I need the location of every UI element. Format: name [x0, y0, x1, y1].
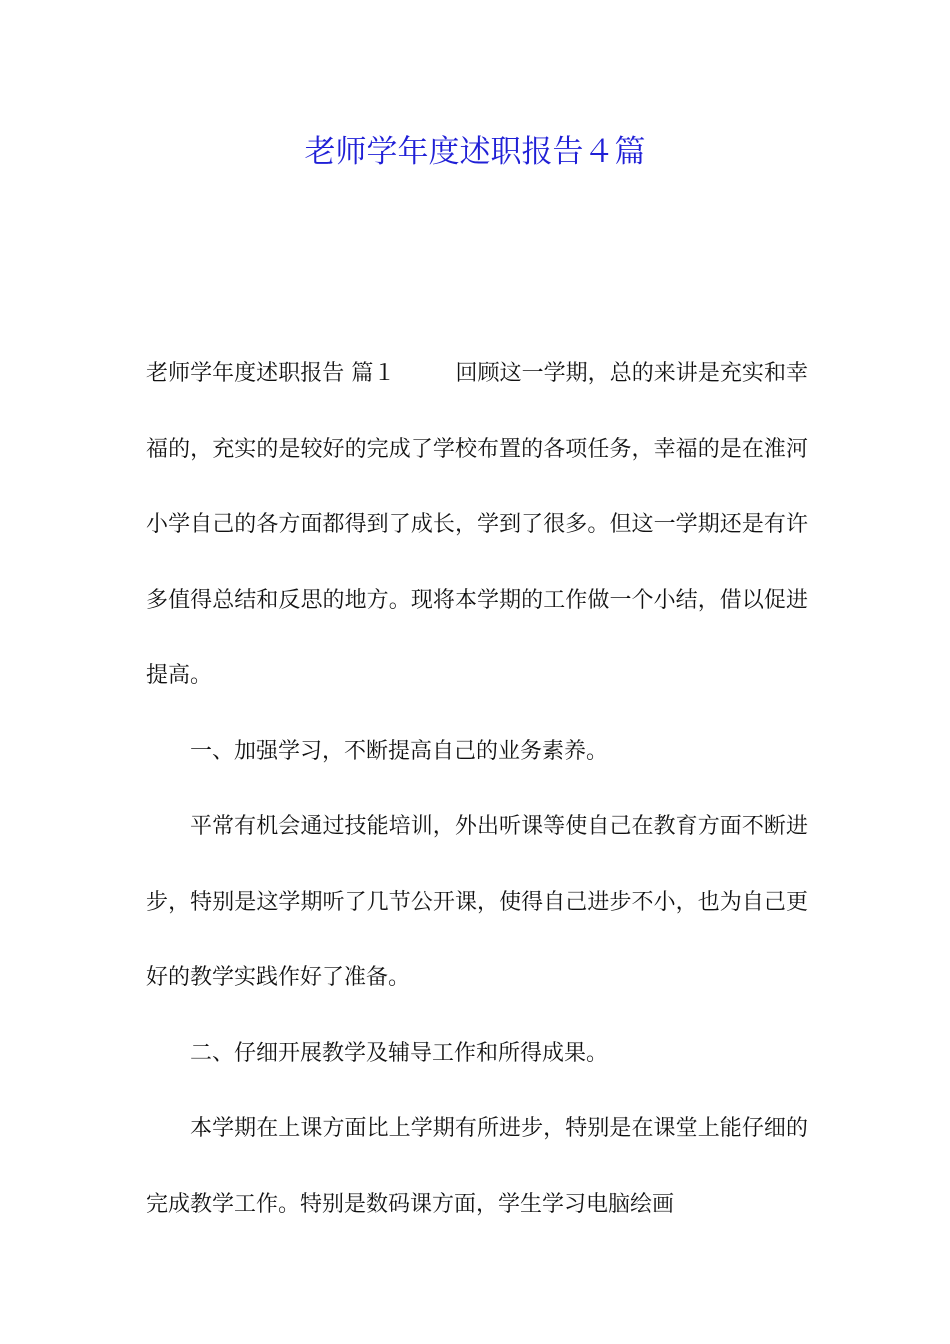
document-title: 老师学年度述职报告４篇	[304, 134, 646, 170]
opening-text: 回顾这一学期，总的来讲是充实和幸福的，充实的是较好的完成了学校布置的各项任务，幸福的是在淮河小学自己的各方面都得到了成长，学到了很多。但这一学期还是有许多值得总结和反思的地方。现将本学期的工作做一个小结，借以促进提高。	[146, 361, 808, 688]
opening-paragraph	[146, 336, 808, 714]
section-heading-2: 二、仔细开展教学及辅导工作和所得成果。	[190, 1040, 609, 1066]
section-heading-1: 一、加强学习，不断提高自己的业务素养。	[190, 738, 609, 764]
document-body	[146, 336, 808, 1242]
paragraph-study: 平常有机会通过技能培训，外出听课等使自己在教育方面不断进步，特别是这学期听了几节公开课，使得自己进步不小，也为自己更好的教学实践作好了准备。	[146, 814, 808, 990]
report-heading: 老师学年度述职报告 篇１	[146, 361, 396, 386]
paragraph-teaching: 本学期在上课方面比上学期有所进步，特别是在课堂上能仔细的完成教学工作。特别是数码课方面，学生学习电脑绘画	[146, 1116, 808, 1217]
